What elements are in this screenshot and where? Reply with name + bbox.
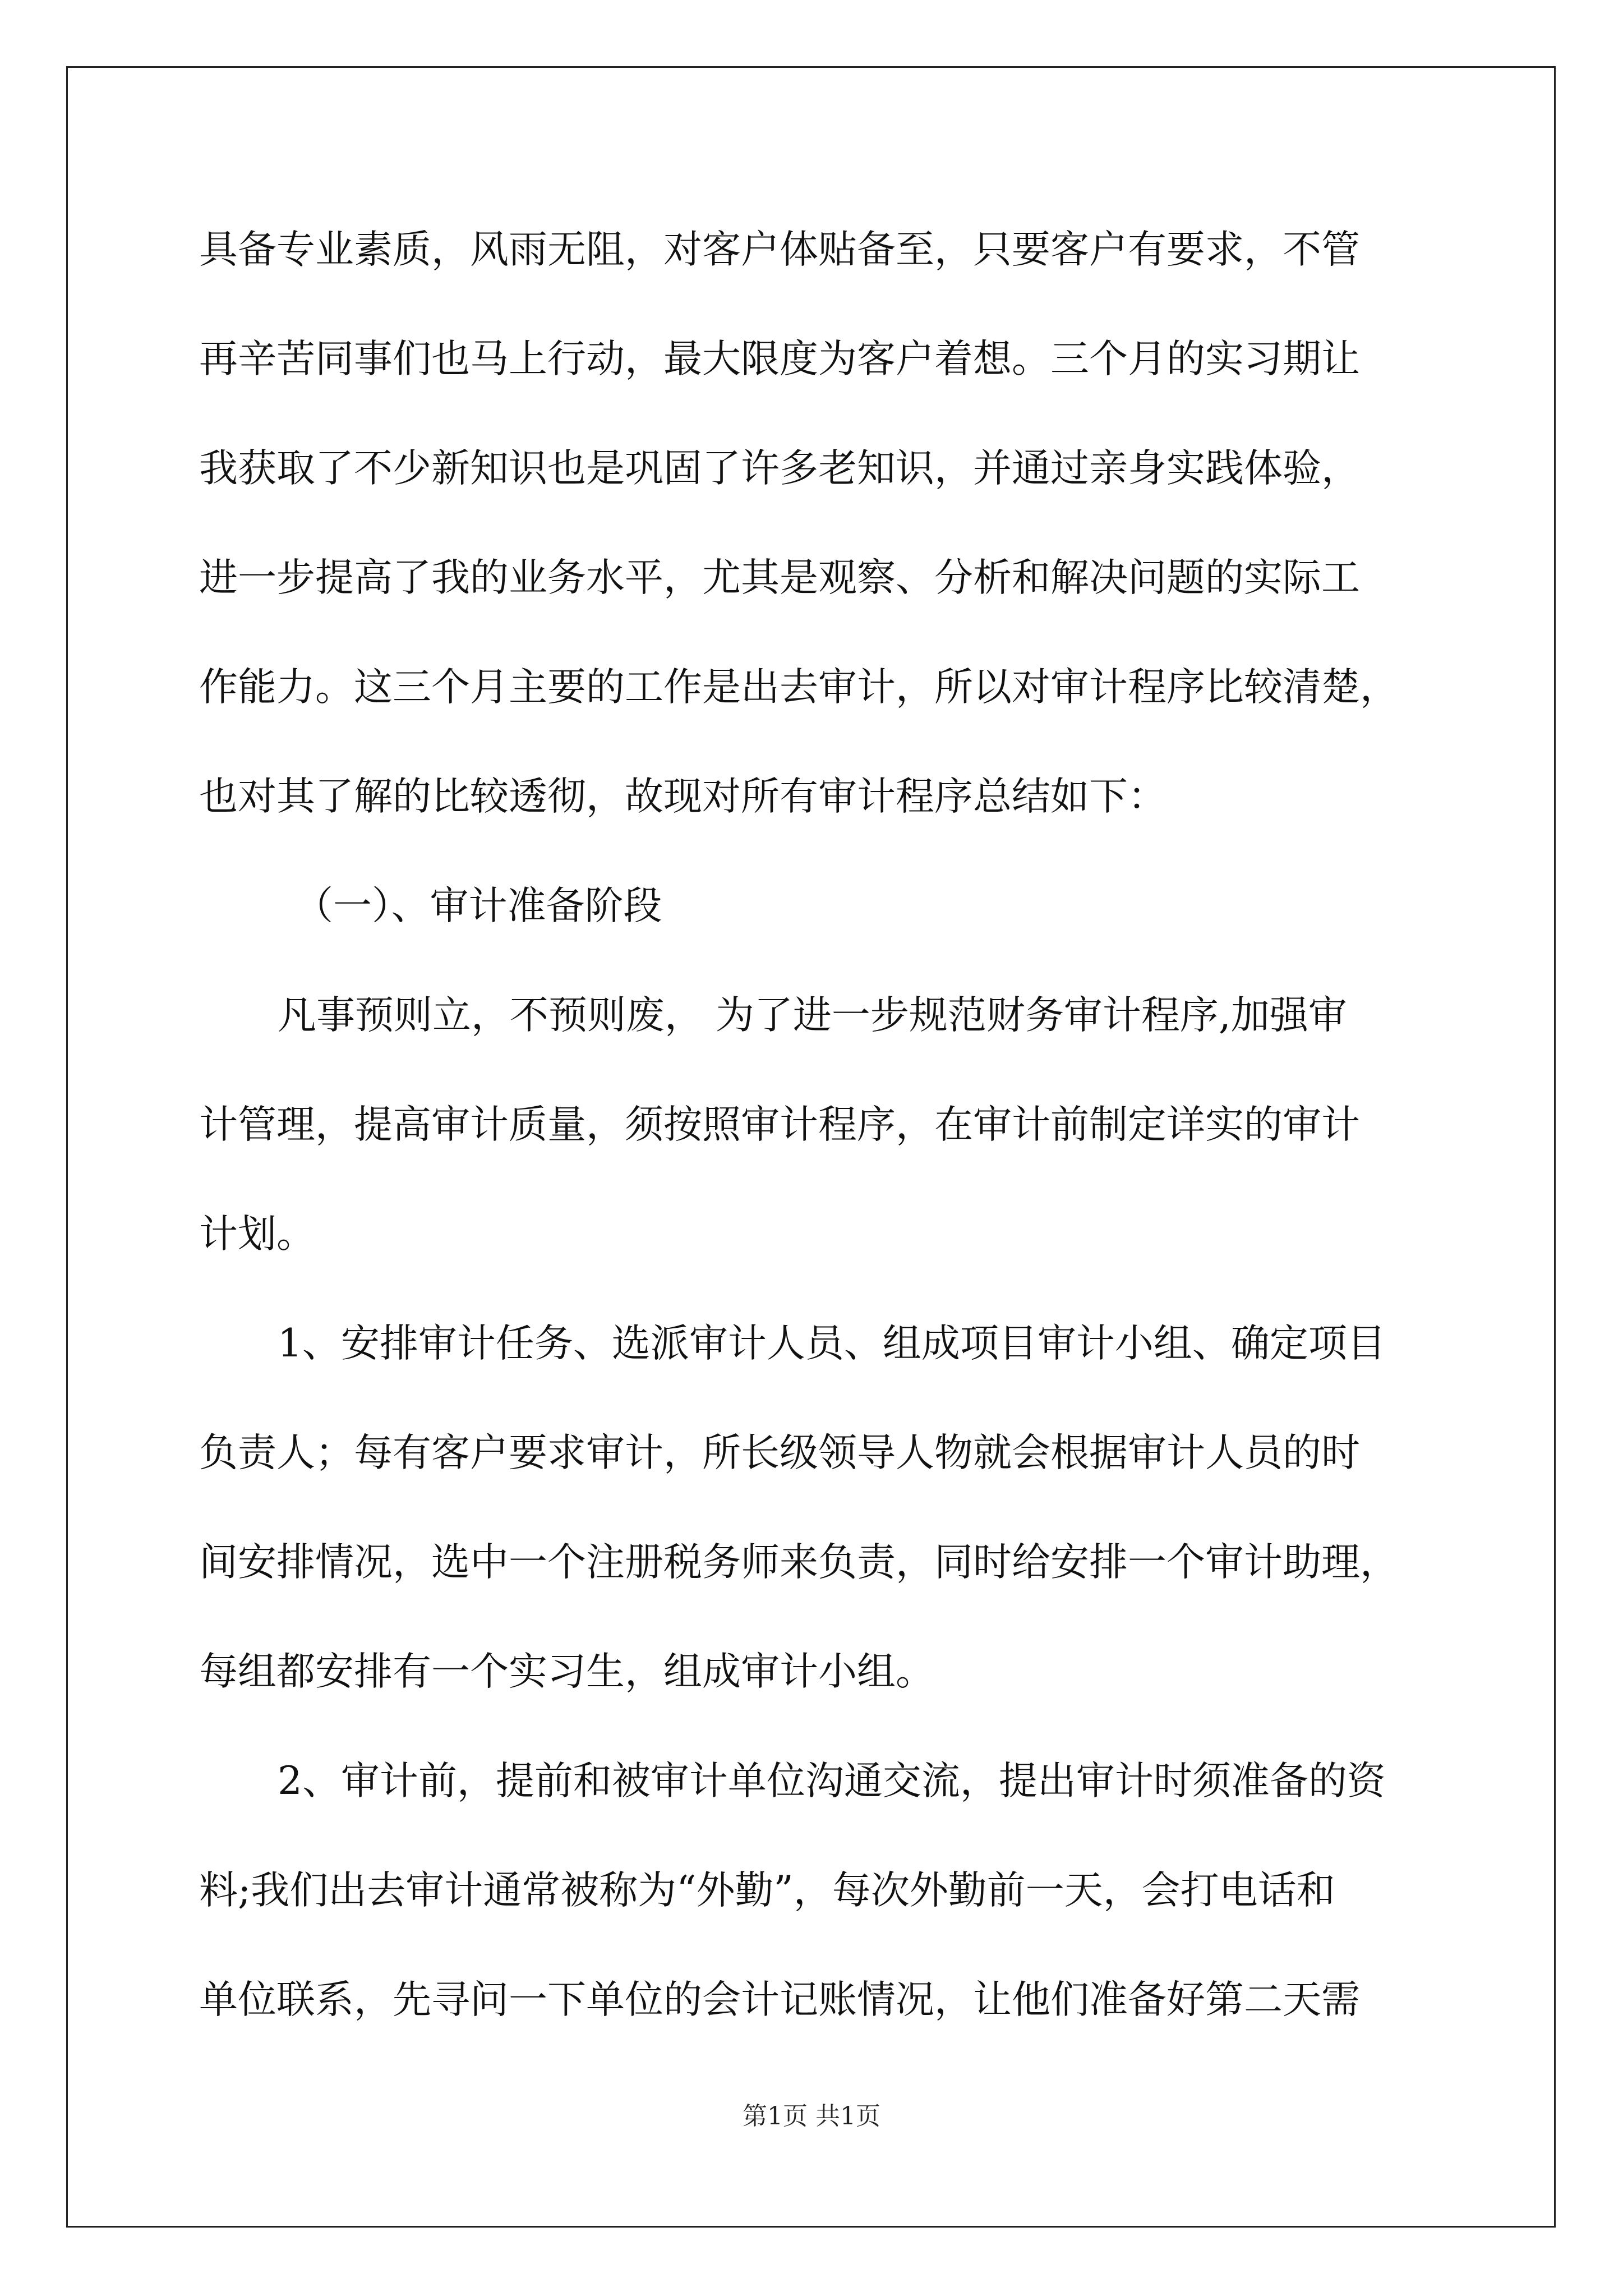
text-line-11: 1、安排审计任务、选派审计人员、组成项目审计小组、确定项目 xyxy=(278,1321,1386,1366)
text-line-4: 进一步提高了我的业务水平，尤其是观察、分析和解决问题的实际工 xyxy=(199,555,1360,600)
text-line-13: 间安排情况，选中一个注册税务师来负责，同时给安排一个审计助理， xyxy=(199,1540,1399,1585)
text-line-6: 也对其了解的比较透彻，故现对所有审计程序总结如下： xyxy=(199,774,1166,819)
text-line-5: 作能力。这三个月主要的工作是出去审计，所以对审计程序比较清楚， xyxy=(199,665,1399,710)
page-footer: 第1页 共1页 xyxy=(743,2102,880,2131)
section-heading: （一）、审计准备阶段 xyxy=(294,884,662,928)
text-line-3: 我获取了不少新知识也是巩固了许多老知识，并通过亲身实践体验， xyxy=(199,446,1360,491)
text-line-15: 2、审计前，提前和被审计单位沟通交流，提出审计时须准备的资 xyxy=(278,1759,1386,1803)
text-line-1: 具备专业素质，风雨无阻，对客户体贴备至，只要客户有要求，不管 xyxy=(199,227,1360,272)
text-line-14: 每组都安排有一个实习生，组成审计小组。 xyxy=(199,1649,934,1694)
text-line-8: 凡事预则立，不预则废， 为了进一步规范财务审计程序,加强审 xyxy=(278,993,1347,1038)
text-line-10: 计划。 xyxy=(199,1212,315,1257)
text-line-12: 负责人；每有客户要求审计，所长级领导人物就会根据审计人员的时 xyxy=(199,1430,1360,1475)
text-line-9: 计管理，提高审计质量，须按照审计程序，在审计前制定详实的审计 xyxy=(199,1102,1360,1147)
text-line-17: 单位联系，先寻问一下单位的会计记账情况，让他们准备好第二天需 xyxy=(199,1977,1360,2022)
text-line-16: 料;我们出去审计通常被称为“外勤”，每次外勤前一天，会打电话和 xyxy=(199,1868,1335,1913)
text-line-2: 再辛苦同事们也马上行动，最大限度为客户着想。三个月的实习期让 xyxy=(199,337,1360,381)
